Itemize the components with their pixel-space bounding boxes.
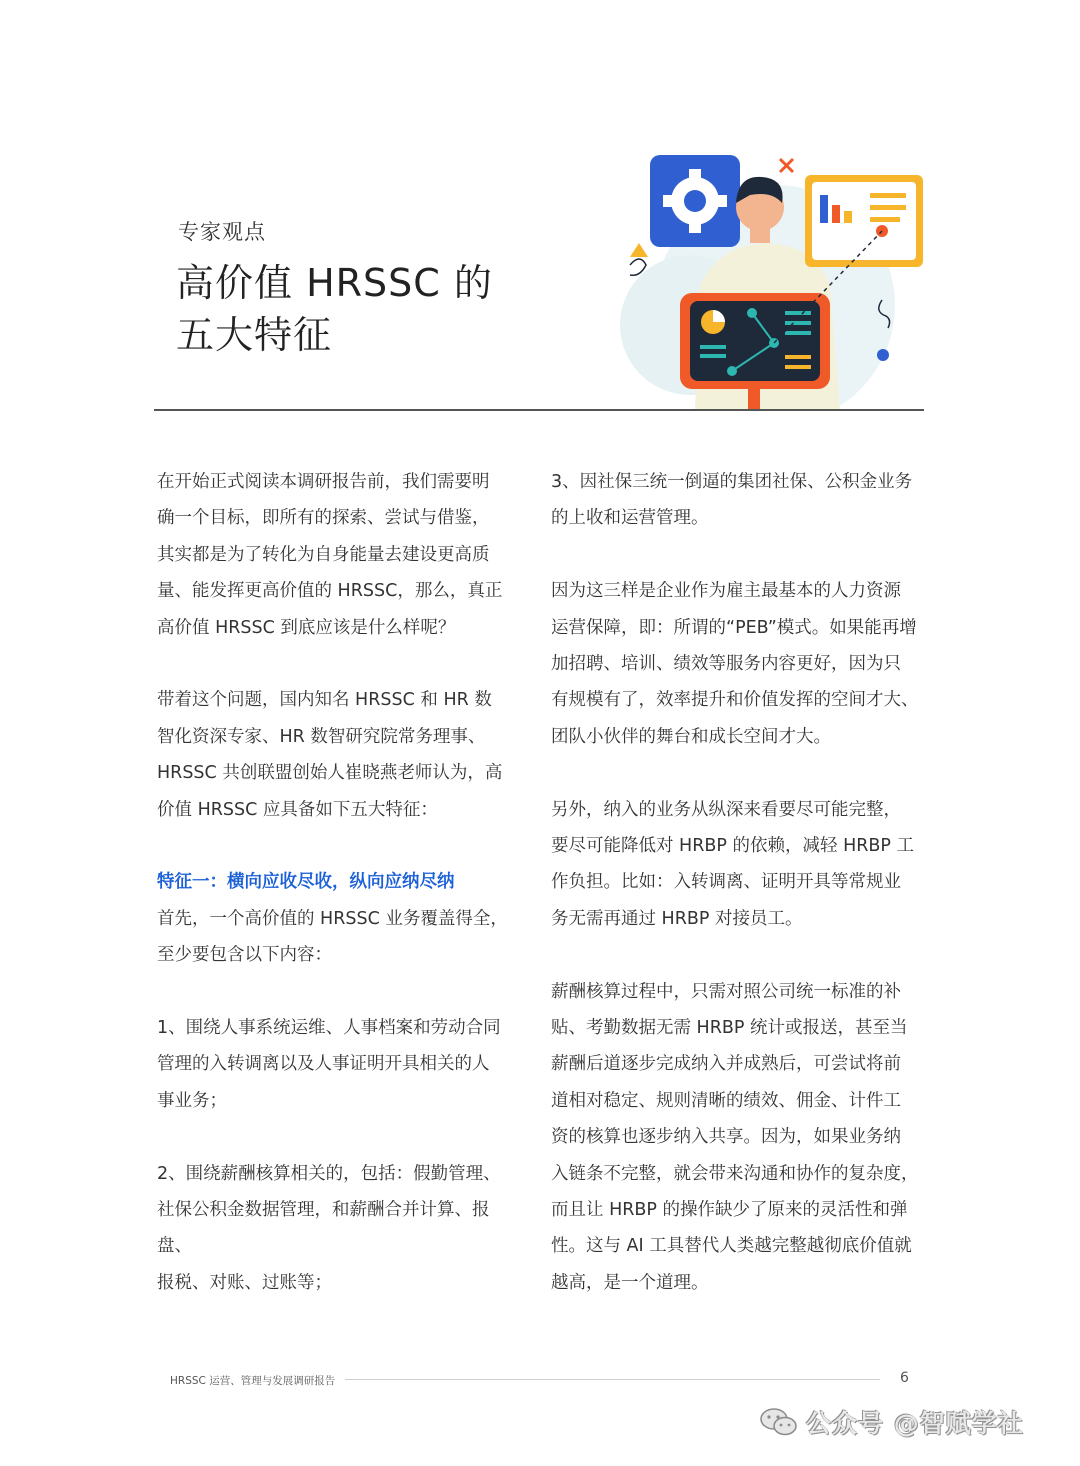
paragraph-line: 有规模有了，效率提升和价值发挥的空间才大、 [551,690,919,711]
paragraph-line: 贴、考勤数据无需 HRBP 统计或报送，甚至当 [551,1018,908,1039]
paragraph-line: 首先，一个高价值的 HRSSC 业务覆盖得全， [157,908,508,929]
paragraph-line: 越高，是一个道理。 [551,1272,709,1293]
paragraph-line: 2、围绕薪酬核算相关的，包括：假勤管理、 [157,1163,501,1184]
dot-decor [877,349,889,361]
paragraph-line: 带着这个问题，国内知名 HRSSC 和 HR 数 [157,690,492,711]
paragraph-line: 作负担。比如：入转调离、证明开具等常规业 [551,872,901,893]
page-title-line1: 高价值 HRSSC 的 [176,261,493,305]
page-title-line2: 五大特征 [176,313,333,357]
paragraph-line: 运营保障，即：所谓的“PEB”模式。如果能再增 [551,617,917,638]
paragraph-gap [157,828,517,864]
footer-divider [345,1379,880,1380]
feature-heading: 特征一：横向应收尽收，纵向应纳尽纳 [157,872,455,893]
header-divider [154,409,924,411]
gear-card [650,155,740,247]
paragraph-line: 价值 HRSSC 应具备如下五大特征： [157,799,438,820]
paragraph-gap [551,937,927,973]
paragraph-line: 智化资深专家、HR 数智研究院常务理事、 [157,726,486,747]
close-icon [780,159,793,172]
paragraph-line: 薪酬后道逐步完成纳入并成熟后，可尝试将前 [551,1054,901,1075]
paragraph-line: 3、因社保三统一倒逼的集团社保、公积金业务 [551,472,913,492]
paragraph-line: 在开始正式阅读本调研报告前，我们需要明 [157,472,490,492]
paragraph-line: 事业务； [157,1090,227,1111]
paragraph-line: HRSSC 共创联盟创始人崔晓燕老师认为，高 [157,763,503,784]
paragraph-line: 社保公积金数据管理，和薪酬合并计算、报盘、 [157,1200,490,1257]
paragraph-gap [157,974,517,1010]
paragraph-gap [157,646,517,682]
paragraph-line: 资的核算也逐步纳入共享。因为，如果业务纳 [551,1127,901,1148]
section-kicker: 专家观点 [178,220,266,244]
watermark-text: 公众号 @智赋学社 [806,1409,1024,1438]
paragraph-line: 入链条不完整，就会带来沟通和协作的复杂度， [551,1163,919,1184]
paragraph-line: 另外，纳入的业务从纵深来看要尽可能完整， [551,799,901,820]
paragraph-line: 因为这三样是企业作为雇主最基本的人力资源 [551,581,901,602]
chart-card [805,175,923,267]
paragraph-line: 高价值 HRSSC 到底应该是什么样呢？ [157,617,456,638]
paragraph-line: 务无需再通过 HRBP 对接员工。 [551,908,803,929]
paragraph-line: 确一个目标，即所有的探索、尝试与借鉴， [157,508,490,529]
paragraph-line: 1、围绕人事系统运维、人事档案和劳动合同 [157,1018,501,1039]
paragraph-gap [157,1119,517,1155]
paragraph-line: 的上收和运营管理。 [551,508,709,529]
paragraph-line: 性。这与 AI 工具替代人类越完整越彻底价值就 [551,1236,912,1257]
left-column [157,464,517,1301]
footer-report-name: HRSSC 运营、管理与发展调研报告 [170,1375,336,1387]
right-column [551,464,927,1301]
paragraph-line: 报税、对账、过账等； [157,1272,332,1293]
paragraph-gap [551,755,927,791]
paragraph-line: 而且让 HRBP 的操作缺少了原来的灵活性和弹 [551,1200,908,1221]
hero-illustration [600,145,940,410]
paragraph-line: 管理的入转调离以及人事证明开具相关的人 [157,1054,490,1075]
paragraph-gap [551,537,927,573]
paragraph-line: 量、能发挥更高价值的 HRSSC，那么，真正 [157,581,503,602]
paragraph-line: 其实都是为了转化为自身能量去建设更高质 [157,544,490,565]
paragraph-line: 团队小伙伴的舞台和成长空间才大。 [551,726,831,747]
watermark [760,1404,1024,1440]
page-number: 6 [900,1370,909,1386]
paragraph-line: 至少要包含以下内容： [157,945,332,966]
paragraph-line: 加招聘、培训、绩效等服务内容更好，因为只 [551,654,901,675]
paragraph-line: 要尽可能降低对 HRBP 的依赖，减轻 HRBP 工 [551,836,915,857]
paragraph-line: 薪酬核算过程中，只需对照公司统一标准的补 [551,981,901,1002]
wechat-icon [760,1407,798,1437]
paragraph-line: 道相对稳定、规则清晰的绩效、佣金、计件工 [551,1090,901,1111]
triangle-decor [630,243,648,257]
